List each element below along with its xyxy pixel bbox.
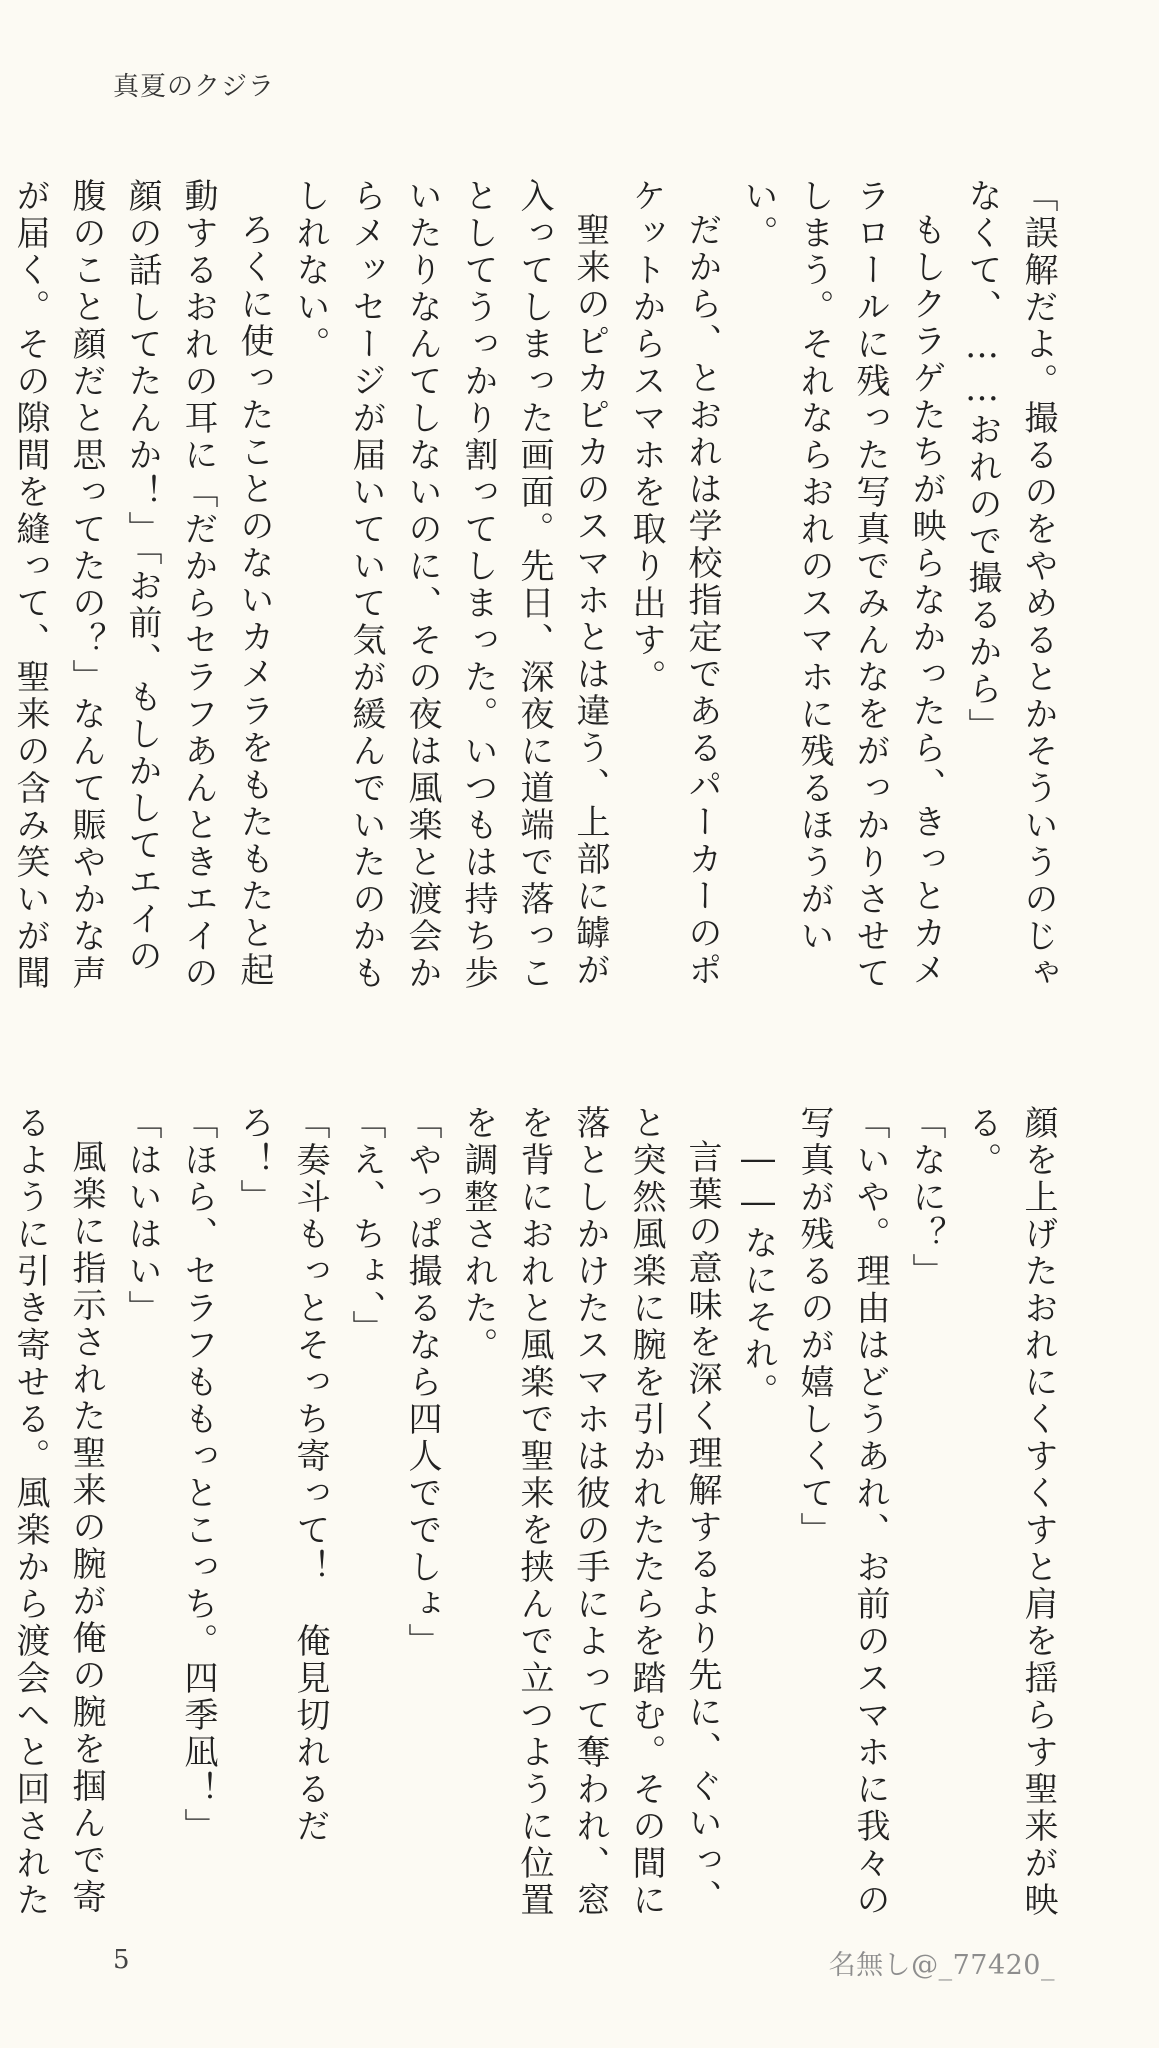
paragraph: 聖来のピカピカのスマホとは違う、上部に罅が入ってしまった画面。先日、深夜に道端で落っことしてうっかり割ってしまった。いつもは持ち歩いたりなんてしないのに、その夜は風楽と渡会からメッセージが届いていて気が緩んでいたのかもしれない。 [290, 178, 610, 992]
paragraph: 「なに？」 [906, 1105, 946, 1290]
paragraph: 「いや。理由はどうあれ、お前のスマホに我々の写真が残るのが嬉しくて」 [794, 1105, 890, 1919]
book-title: 真夏のクジラ [113, 72, 276, 102]
paragraph: だから、とおれは学校指定であるパーカーのポケットからスマホを取り出す。 [626, 178, 722, 989]
paragraph: 「誤解だよ。撮るのをやめるとかそういうのじゃなくて、……おれので撮るから」 [962, 178, 1058, 992]
paragraph: 「ほら、セラフももっとこっち。四季凪！」 [178, 1105, 218, 1845]
paragraph: 「え、ちょ、」 [346, 1105, 386, 1347]
author-credit: 名無し@_77420_ [828, 1950, 1055, 1981]
paragraph: ――なにそれ。 [738, 1139, 778, 1410]
text-block-top [10, 178, 1066, 1008]
paragraph: 言葉の意味を深く理解するより先に、ぐいっ、と突然風楽に腕を引かれたたらを踏む。その間に落としかけたスマホは彼の手によって奪われ、窓を背におれと風楽で聖来を挟んで立つように位置を調整された。 [458, 1105, 722, 1919]
paragraph: 顔を上げたおれにくすくすと肩を揺らす聖来が映る。 [962, 1105, 1058, 1919]
paragraph: 風楽に指示された聖来の腕が俺の腕を掴んで寄るように引き寄せる。風楽から渡会へと回された [10, 1105, 106, 1919]
paragraph: 「奏斗もっとそっち寄って！ 俺見切れるだろ！」 [234, 1105, 330, 1845]
paragraph: もしクラゲたちが映らなかったら、きっとカメラロールに残った写真でみんなをがっかりさせてしまう。それならおれのスマホに残るほうがいい。 [738, 178, 946, 992]
paragraph: ろくに使ったことのないカメラをもたもたと起動するおれの耳に「だからセラフあんときエイの顔の話してたんか！」「お前、もしかしてエイの腹のこと顔だと思ってたの？」なんて賑やかな声が届く。その隙間を縫って、聖来の含み笑いが聞 [10, 178, 274, 992]
page-number: 5 [113, 1945, 130, 1975]
text-block-bottom [10, 1105, 1066, 1935]
paragraph: 「やっぱ撮るなら四人ででしょ」 [402, 1105, 442, 1660]
paragraph: 「はいはい」 [122, 1105, 162, 1327]
